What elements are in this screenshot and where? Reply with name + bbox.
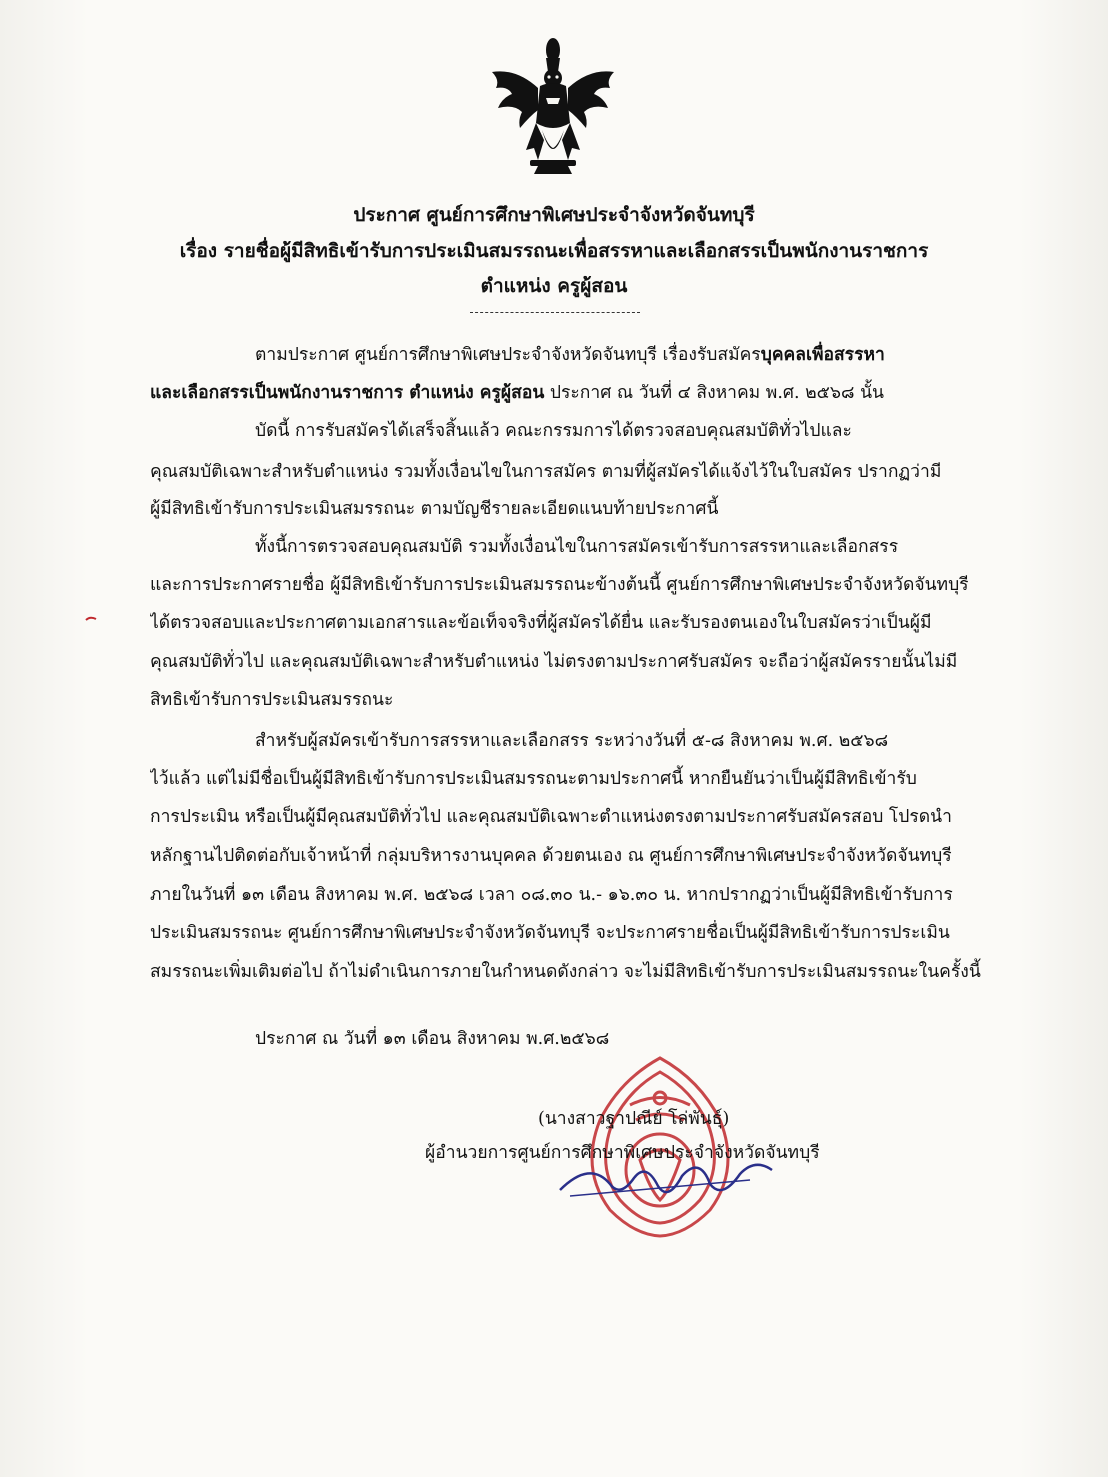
signer-name: (นางสาวฐาปณีย์ โล่พันธุ์): [538, 1109, 730, 1129]
text-run-bold: และเลือกสรรเป็นพนักงานราชการ ตำแหน่ง ครูผู้สอน: [150, 383, 545, 403]
paragraph-line: หลักฐานไปติดต่อกับเจ้าหน้าที่ กลุ่มบริหารงานบุคคล ด้วยตนเอง ณ ศูนย์การศึกษาพิเศษประจำจังหวัดจันทบุรี: [150, 846, 952, 866]
announcement-date: ประกาศ ณ วันที่ ๑๓ เดือน สิงหาคม พ.ศ.๒๕๖๘: [255, 1029, 610, 1049]
announcement-position: ตำแหน่ง ครูผู้สอน: [480, 275, 628, 297]
announcement-title: ประกาศ ศูนย์การศึกษาพิเศษประจำจังหวัดจันทบุรี: [353, 204, 755, 226]
paragraph-line: ได้ตรวจสอบและประกาศตามเอกสารและข้อเท็จจริงที่ผู้สมัครได้ยื่น และรับรองตนเองในใบสมัครว่าเป็นผู้มี: [150, 613, 932, 633]
red-mark-icon: [84, 612, 98, 626]
garuda-emblem-icon: [478, 28, 628, 178]
paragraph-line: คุณสมบัติเฉพาะสำหรับตำแหน่ง รวมทั้งเงื่อนไขในการสมัคร ตามที่ผู้สมัครได้แจ้งไว้ในใบสมัคร ปรากฏว่ามี: [150, 462, 942, 482]
announcement-subject: เรื่อง รายชื่อผู้มีสิทธิเข้ารับการประเมินสมรรถนะเพื่อสรรหาและเลือกสรรเป็นพนักงานราชการ: [179, 240, 929, 262]
paragraph-line: สิทธิเข้ารับการประเมินสมรรถนะ: [150, 690, 394, 710]
paragraph-line: สมรรถนะเพิ่มเติมต่อไป ถ้าไม่ดำเนินการภายในกำหนดดังกล่าว จะไม่มีสิทธิเข้ารับการประเมินสมรรถนะในครั้งนี้: [150, 962, 981, 982]
paragraph-line: ผู้มีสิทธิเข้ารับการประเมินสมรรถนะ ตามบัญชีรายละเอียดแนบท้ายประกาศนี้: [150, 499, 719, 519]
signer-position: ผู้อำนวยการศูนย์การศึกษาพิเศษประจำจังหวัดจันทบุรี: [425, 1143, 820, 1163]
paragraph-line: [255, 336, 1010, 374]
paragraph-line: [150, 374, 1010, 412]
text-run-bold: บุคคลเพื่อสรรหา: [760, 345, 885, 365]
paragraph-line: บัดนี้ การรับสมัครได้เสร็จสิ้นแล้ว คณะกรรมการได้ตรวจสอบคุณสมบัติทั่วไปและ: [255, 421, 852, 441]
paragraph-line: ภายในวันที่ ๑๓ เดือน สิงหาคม พ.ศ. ๒๕๖๘ เวลา ๐๘.๓๐ น.- ๑๖.๓๐ น. หากปรากฏว่าเป็นผู้มีสิทธิเข้ารับการ: [150, 885, 953, 905]
text-run: ประกาศ ณ วันที่ ๔ สิงหาคม พ.ศ. ๒๕๖๘ นั้น: [544, 383, 884, 403]
text-run: ตามประกาศ ศูนย์การศึกษาพิเศษประจำจังหวัดจันทบุรี เรื่องรับสมัคร: [255, 345, 761, 365]
paragraph-line: คุณสมบัติทั่วไป และคุณสมบัติเฉพาะสำหรับตำแหน่ง ไม่ตรงตามประกาศรับสมัคร จะถือว่าผู้สมัครรายนั้นไม่มี: [150, 652, 958, 672]
paragraph-line: สำหรับผู้สมัครเข้ารับการสรรหาและเลือกสรร ระหว่างวันที่ ๕-๘ สิงหาคม พ.ศ. ๒๕๖๘: [255, 731, 889, 751]
paragraph-line: ทั้งนี้การตรวจสอบคุณสมบัติ รวมทั้งเงื่อนไขในการสมัครเข้ารับการสรรหาและเลือกสรร: [255, 537, 899, 557]
paragraph-line: และการประกาศรายชื่อ ผู้มีสิทธิเข้ารับการประเมินสมรรถนะข้างต้นนี้ ศูนย์การศึกษาพิเศษประจำจังหวัดจันทบุรี: [150, 575, 969, 595]
paragraph-line: ไว้แล้ว แต่ไม่มีชื่อเป็นผู้มีสิทธิเข้ารับการประเมินสมรรถนะตามประกาศนี้ หากยืนยันว่าเป็นผู้มีสิทธิเข้ารับ: [150, 769, 917, 789]
paragraph-line: ประเมินสมรรถนะ ศูนย์การศึกษาพิเศษประจำจังหวัดจันทบุรี จะประกาศรายชื่อเป็นผู้มีสิทธิเข้ารับการประเมิน: [150, 923, 950, 943]
paragraph-line: การประเมิน หรือเป็นผู้มีคุณสมบัติทั่วไป และคุณสมบัติเฉพาะตำแหน่งตรงตามประกาศรับสมัครสอบ โปรดนำ: [150, 807, 952, 827]
divider: [470, 312, 640, 313]
